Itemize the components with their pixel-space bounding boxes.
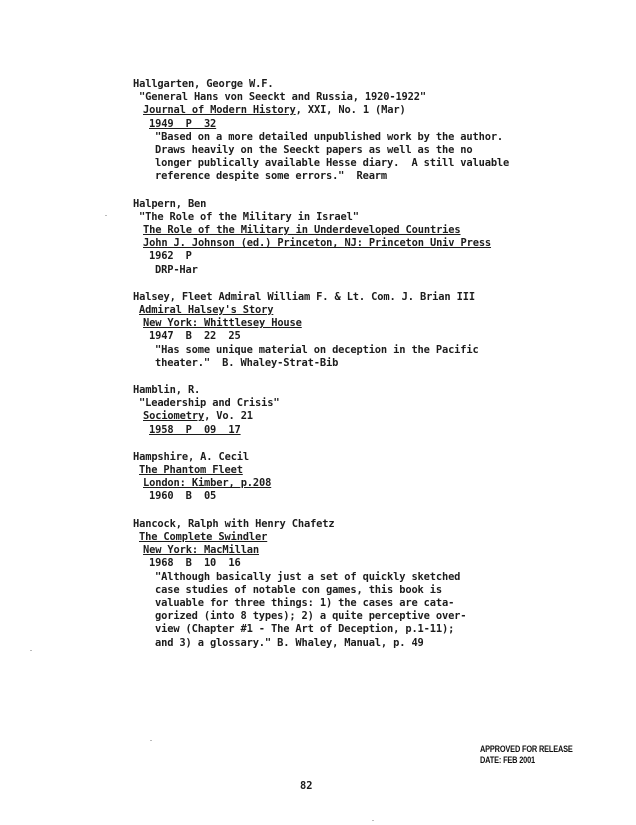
release-stamp <box>480 744 573 766</box>
entry-publication-info: 1962 P <box>149 250 192 263</box>
entry-author: Halpern, Ben <box>133 197 207 210</box>
entry-publication-info: 1960 B 05 <box>149 490 217 503</box>
entry-author: Hamblin, R. <box>133 384 201 397</box>
entry-note-line: gorized (into 8 types); 2) a quite perceptive over- <box>155 610 467 623</box>
entry-publisher: London: Kimber, p.208 <box>143 477 272 490</box>
entry-note-line: "Based on a more detailed unpublished work by the author. <box>155 130 504 143</box>
entry-title: The Phantom Fleet <box>139 464 243 477</box>
entry-author: Hampshire, A. Cecil <box>133 450 250 463</box>
page-number: 82 <box>300 780 313 792</box>
entry-note-line: reference despite some errors." Rearm <box>155 170 388 183</box>
entry-note-line: longer publically available Hesse diary. A still valuable <box>155 157 510 170</box>
bibliography-entry <box>133 198 603 277</box>
entry-title: "Leadership and Crisis" <box>139 397 280 410</box>
scan-speck <box>30 650 32 651</box>
bibliography-entry <box>133 291 603 370</box>
entry-title: Admiral Halsey's Story <box>139 304 274 317</box>
entry-note-line: valuable for three things: 1) the cases are cata- <box>155 596 455 609</box>
entry-publisher: New York: Whittlesey House <box>143 317 302 330</box>
entry-title: "General Hans von Seeckt and Russia, 1920-1922" <box>139 91 426 104</box>
bibliography-entry <box>133 384 603 437</box>
entry-note-line: "Although basically just a set of quickly sketched <box>155 570 461 583</box>
entry-publication-info: 1947 B 22 25 <box>149 330 241 343</box>
entry-source-line <box>133 410 603 423</box>
entry-author: Halsey, Fleet Admiral William F. & Lt. Com. J. Brian III <box>133 290 475 303</box>
scan-speck <box>105 215 107 216</box>
bibliography-entries <box>133 78 603 664</box>
entry-publication-info: 1949 P 32 <box>149 117 217 130</box>
entry-source-line <box>133 104 603 117</box>
entry-title: "The Role of the Military in Israel" <box>139 210 359 223</box>
scan-speck <box>372 820 374 821</box>
release-stamp-line: APPROVED FOR RELEASE <box>480 744 573 754</box>
bibliography-entry <box>133 451 603 504</box>
entry-publication-info: 1958 P 09 17 <box>149 423 241 436</box>
entry-source-details: , XXI, No. 1 (Mar) <box>295 104 406 117</box>
bibliography-entry <box>133 518 603 650</box>
entry-note-line: view (Chapter #1 - The Art of Deception, p.1-11); <box>155 623 455 636</box>
entry-note-line: and 3) a glossary." B. Whaley, Manual, p. 49 <box>155 636 424 649</box>
entry-publisher: John J. Johnson (ed.) Princeton, NJ: Princeton Univ Press <box>143 237 492 250</box>
entry-note-line: DRP-Har <box>155 263 198 276</box>
entry-source: Sociometry <box>143 410 205 423</box>
entry-publisher: New York: MacMillan <box>143 544 260 557</box>
entry-note-line: theater." B. Whaley-Strat-Bib <box>155 356 339 369</box>
entry-note-line: "Has some unique material on deception in the Pacific <box>155 343 479 356</box>
entry-author: Hallgarten, George W.F. <box>133 78 274 90</box>
entry-publication-info: 1968 B 10 16 <box>149 557 241 570</box>
entry-source-details: , Vo. 21 <box>204 410 253 423</box>
scan-speck <box>150 740 152 741</box>
entry-title: The Complete Swindler <box>139 530 268 543</box>
bibliography-entry <box>133 78 603 184</box>
entry-source: The Role of the Military in Underdeveloped Countries <box>143 224 461 237</box>
entry-note-line: case studies of notable con games, this book is <box>155 583 442 596</box>
entry-note-line: Draws heavily on the Seeckt papers as well as the no <box>155 144 473 157</box>
release-stamp-date: DATE: FEB 2001 <box>480 755 535 765</box>
entry-author: Hancock, Ralph with Henry Chafetz <box>133 517 335 530</box>
entry-source: Journal of Modern History <box>143 104 296 117</box>
